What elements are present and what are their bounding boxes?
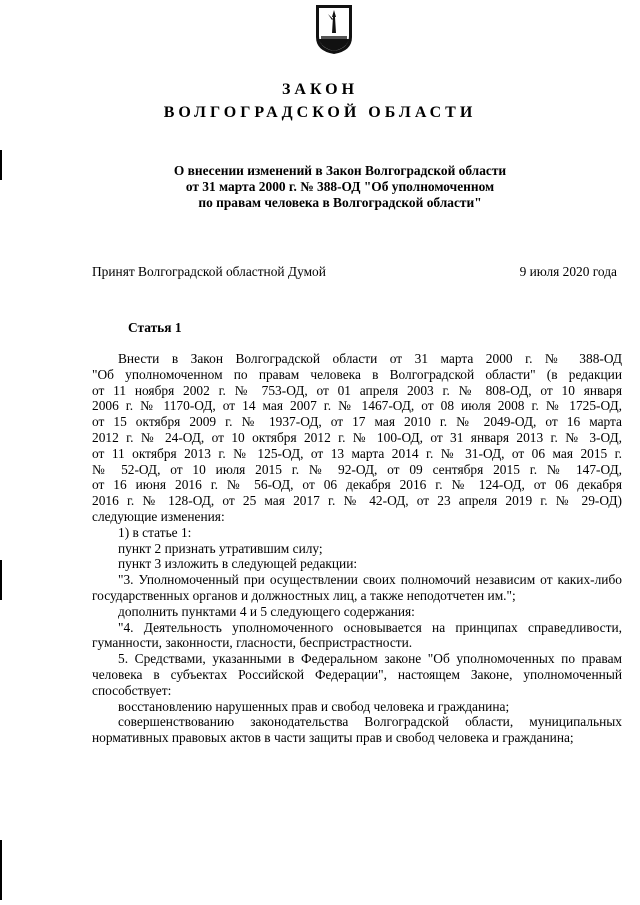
intro-line: 2012 г. № 24-ОД, от 10 октября 2012 г. № 100-ОД, от 31 января 2013 г. № 3-ОД,: [92, 429, 622, 445]
intro-line: от 11 ноября 2002 г. № 753-ОД, от 01 апреля 2003 г. № 808-ОД, от 10 января: [92, 382, 622, 398]
intro-line: "Об уполномоченном по правам человека в Волгоградской области" (в редакции: [92, 366, 622, 382]
scan-edge-mark: [0, 150, 2, 180]
intro-line: 2006 г. № 1170-ОД, от 14 мая 2007 г. № 1467-ОД, от 08 июля 2008 г. № 1725-ОД,: [92, 398, 622, 414]
scan-edge-mark: [0, 560, 2, 600]
subject-line-2: от 31 марта 2000 г. № 388-ОД "Об уполномоченном: [185, 178, 495, 194]
item-1-point-2: пункт 2 признать утратившим силу;: [118, 540, 323, 556]
subject-line-3: по правам человека в Волгоградской области": [198, 194, 482, 210]
intro-line: от 16 июня 2016 г. № 56-ОД, от 06 декабря 2016 г. № 124-ОД, от 06 декабря: [92, 477, 622, 493]
intro-line: следующие изменения:: [92, 508, 225, 524]
article-title: Статья 1: [128, 320, 182, 335]
quote-point-4: "4. Деятельность уполномоченного основывается на принципах справедливости, гуманности, законности, гласности, беспристрастности.: [92, 619, 622, 651]
intro-line: № 52-ОД, от 10 июля 2015 г. № 92-ОД, от 09 сентября 2015 г. № 147-ОД,: [92, 461, 622, 477]
item-1: 1) в статье 1:: [118, 524, 192, 540]
doc-type-title: ЗАКОН: [281, 81, 359, 98]
subject-line-1: О внесении изменений в Закон Волгоградской области: [173, 163, 507, 178]
scan-edge-mark: [0, 840, 2, 900]
intro-line: от 11 октября 2013 г. № 125-ОД, от 13 марта 2014 г. № 31-ОД, от 06 мая 2015 г.: [92, 445, 622, 461]
intro-line: Внести в Закон Волгоградской области от 31 марта 2000 г. № 388-ОД: [118, 351, 622, 366]
item-1-point-3: пункт 3 изложить в следующей редакции:: [118, 556, 358, 572]
adoption-date: 9 июля 2020 года: [519, 264, 617, 279]
intro-line: 2016 г. № 128-ОД, от 25 мая 2017 г. № 42-ОД, от 23 апреля 2019 г. № 29-ОД): [92, 493, 622, 509]
supplement-line: дополнить пунктами 4 и 5 следующего содержания:: [118, 603, 415, 619]
point-5-a: восстановлению нарушенных прав и свобод человека и гражданина;: [118, 698, 510, 714]
adopted-by: Принят Волгоградской областной Думой: [92, 264, 326, 279]
region-title: ВОЛГОГРАДСКОЙ ОБЛАСТИ: [163, 104, 477, 121]
point-5-b: совершенствованию законодательства Волгоградской области, муниципальных нормативных правовых актов в части защиты прав и свобод человека и гражданина;: [92, 714, 622, 746]
quote-point-3: "3. Уполномоченный при осуществлении своих полномочий независим от каких-либо государственных органов и должностных лиц, а также неподотчетен им.";: [92, 572, 622, 603]
intro-line: от 15 октября 2009 г. № 1937-ОД, от 17 мая 2010 г. № 2049-ОД, от 16 марта: [92, 414, 622, 430]
point-5: 5. Средствами, указанными в Федеральном законе "Об уполномоченных по правам человека в субъектах Российской Федерации", настоящем Законе, уполномоченный способствует:: [92, 651, 622, 698]
article-body: [92, 351, 622, 746]
law-subject: [120, 163, 560, 210]
coat-of-arms-icon: [314, 3, 354, 55]
